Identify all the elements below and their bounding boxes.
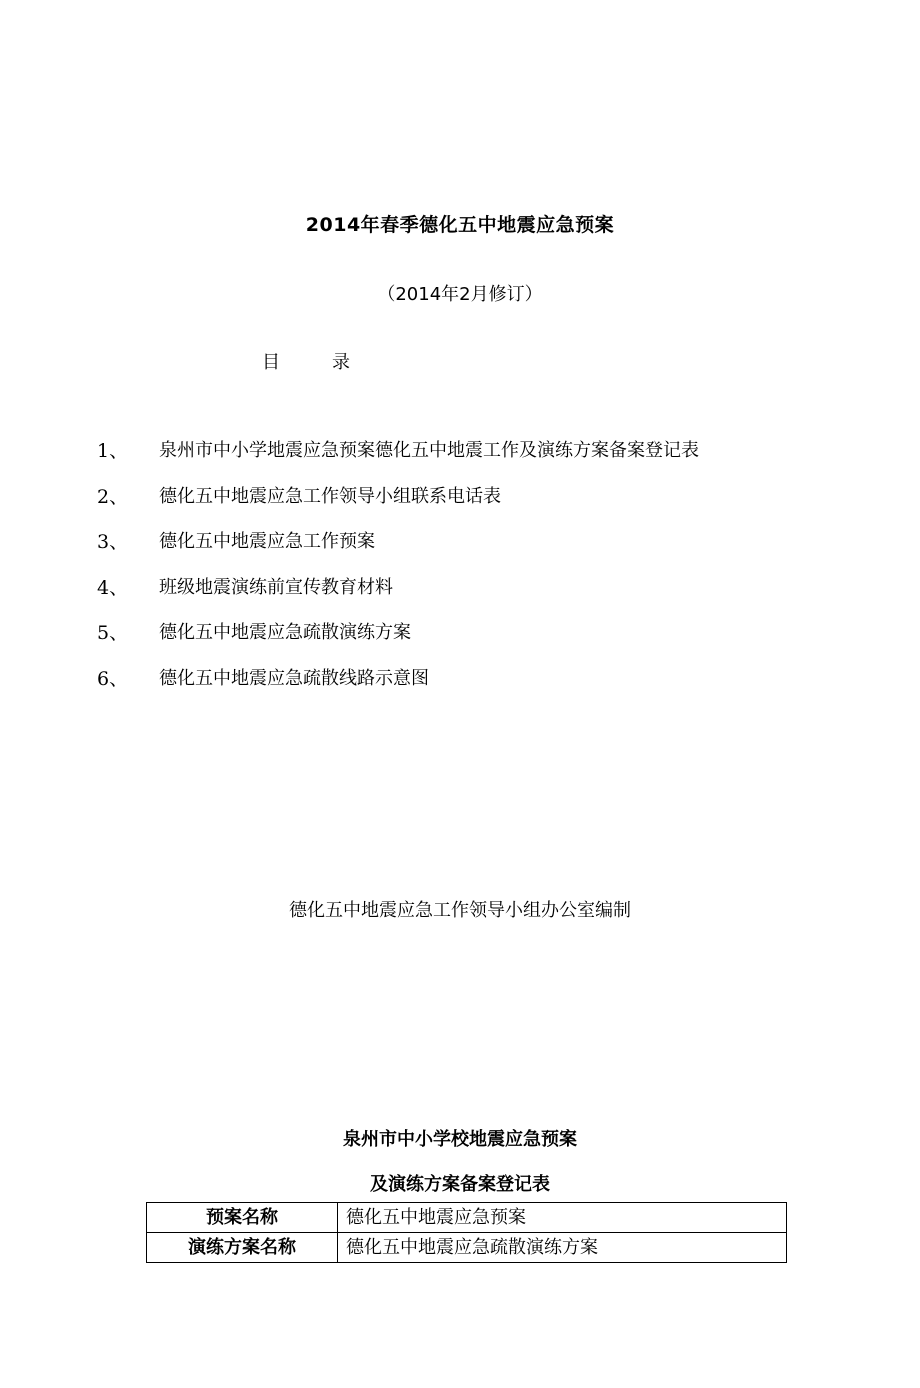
toc-heading-char-1: 目 [262,352,280,373]
toc-item-text: 班级地震演练前宣传教育材料 [159,576,393,598]
editor-credit: 德化五中地震应急工作领导小组办公室编制 [289,900,631,921]
toc-item-number: 5、 [97,622,129,645]
toc-item-text: 德化五中地震应急工作领导小组联系电话表 [159,485,501,507]
toc-item-text: 德化五中地震应急工作预案 [159,531,375,553]
toc-item [97,665,699,711]
toc-item-number: 2、 [97,485,129,508]
registration-table [146,1202,787,1263]
toc-item-text: 德化五中地震应急疏散演练方案 [159,622,411,644]
toc-heading [262,348,350,374]
toc-item-number: 4、 [97,576,129,599]
table-cell-label: 预案名称 [147,1203,338,1233]
table-cell-label: 演练方案名称 [147,1233,338,1263]
table-cell-value: 德化五中地震应急疏散演练方案 [338,1233,787,1263]
toc-item-number: 6、 [97,667,129,690]
toc-list [97,437,699,711]
toc-item [97,574,699,620]
table-cell-value: 德化五中地震应急预案 [338,1203,787,1233]
toc-item [97,528,699,574]
toc-item [97,619,699,665]
toc-item-text: 德化五中地震应急疏散线路示意图 [159,667,429,689]
registration-title-line-2: 及演练方案备案登记表 [370,1174,550,1195]
toc-item [97,437,699,483]
document-title: 2014年春季德化五中地震应急预案 [305,214,615,236]
toc-heading-char-2: 录 [332,352,350,373]
toc-item-number: 1、 [97,440,129,462]
toc-item-text: 泉州市中小学地震应急预案德化五中地震工作及演练方案备案登记表 [159,440,699,461]
document-subtitle: （2014年2月修订） [377,284,543,305]
toc-item [97,483,699,529]
table-row [147,1233,787,1263]
registration-title-line-1: 泉州市中小学校地震应急预案 [343,1129,577,1150]
table-row [147,1203,787,1233]
toc-item-number: 3、 [97,531,129,554]
